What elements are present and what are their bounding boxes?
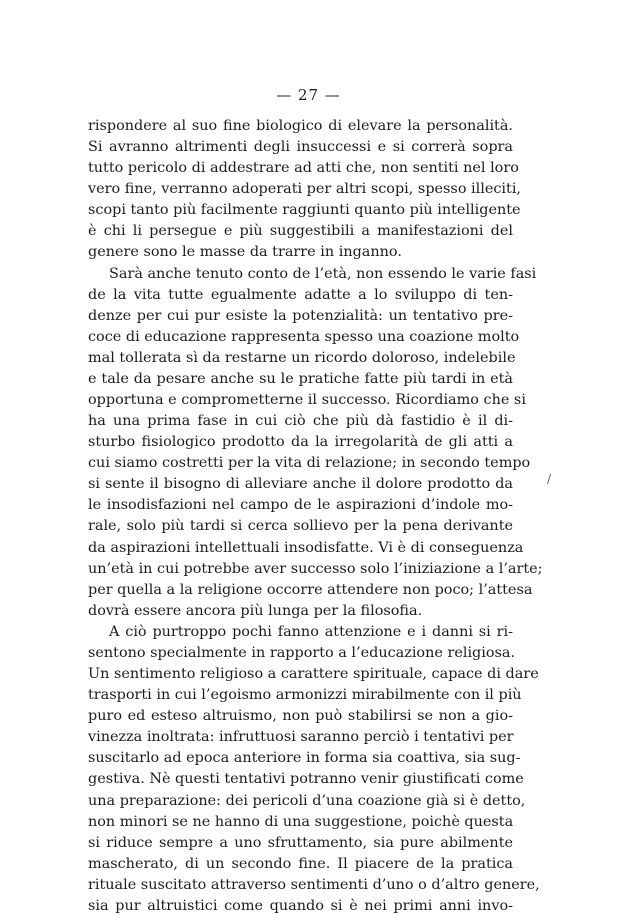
text-line: de la vita tutte egualmente adatte a lo sviluppo di ten-: [88, 286, 513, 303]
text-line: rituale suscitato attraverso sentimenti d’uno o d’altro genere,: [88, 876, 540, 893]
text-line: dovrà essere ancora più lunga per la filosofia.: [88, 602, 423, 619]
text-line: è chi li persegue e più suggestibili a manifestazioni del: [88, 223, 513, 240]
text-line: ha una prima fase in cui ciò che più dà fastidio è il di-: [88, 413, 513, 430]
text-line: vero fine, verranno adoperati per altri scopi, spesso illeciti,: [88, 181, 521, 198]
text-line: mascherato, di un secondo fine. Il piacere de la pratica: [88, 855, 513, 872]
text-line: non minori se ne hanno di una suggestione, poichè questa: [88, 813, 514, 830]
text-line: scopi tanto più facilmente raggiunti quanto più intelligente: [88, 202, 521, 219]
text-line: coce di educazione rappresenta spesso una coazione molto: [88, 328, 520, 345]
text-line: si riduce sempre a uno sfruttamento, sia pure abilmente: [88, 834, 513, 851]
text-line: una preparazione: dei pericoli d’una coazione già si è detto,: [88, 792, 526, 809]
text-line: si sente il bisogno di alleviare anche il dolore prodotto da: [88, 476, 513, 493]
text-line: sia pur altruistici come quando si è nei primi anni invo-: [88, 897, 513, 914]
text-line: cui siamo costretti per la vita di relazione; in secondo tempo: [88, 455, 531, 472]
text-line: tutto pericolo di addestrare ad atti che, non sentiti nel loro: [88, 160, 519, 177]
text-line: A ciò purtroppo pochi fanno attenzione e i danni si ri-: [109, 623, 513, 640]
text-line: Un sentimento religioso a carattere spirituale, capace di dare: [88, 666, 539, 683]
text-line: sentono specialmente in rapporto a l’educazione religiosa.: [88, 644, 516, 661]
text-line: opportuna e comprometterne il successo. Ricordiamo che si: [88, 392, 526, 409]
text-line: per quella a la religione occorre attendere non poco; l’attesa: [88, 581, 533, 598]
text-line: sturbo fisiologico prodotto da la irregolarità de gli atti a: [88, 434, 513, 451]
text-line: le insodisfazioni nel campo de le aspirazioni d’indole mo-: [88, 497, 513, 514]
text-line: un’età in cui potrebbe aver successo solo l’iniziazione a l’arte;: [88, 560, 543, 577]
text-line: trasporti in cui l’egoismo armonizzi mirabilmente con il più: [88, 687, 522, 704]
text-line: e tale da pesare anche su le pratiche fatte più tardi in età: [88, 370, 513, 387]
text-line: puro ed esteso altruismo, non può stabilirsi se non a gio-: [88, 708, 513, 725]
text-line: suscitarlo ad epoca anteriore in forma sia coattiva, sia sug-: [88, 750, 521, 767]
text-line: da aspirazioni intellettuali insodisfatte. Vi è di conseguenza: [88, 539, 524, 556]
text-line: rale, solo più tardi si cerca sollievo per la pena derivante: [88, 518, 513, 535]
text-line: genere sono le masse da trarre in inganno.: [88, 244, 402, 261]
text-line: denze per cui pur esiste la potenzialità: un tentativo pre-: [88, 307, 513, 324]
body-text: [88, 116, 543, 917]
text-line: Si avranno altrimenti degli insuccessi e si correrà sopra: [88, 139, 513, 156]
text-line: vinezza inoltrata: infruttuosi saranno perciò i tentativi per: [88, 729, 514, 746]
text-line: rispondere al suo fine biologico di elevare la personalità.: [88, 118, 513, 134]
text-line: gestiva. Nè questi tentativi potranno venir giustificati come: [88, 771, 524, 788]
page-number: — 27 —: [276, 86, 341, 104]
text-line: Sarà anche tenuto conto de l’età, non essendo le varie fasi: [109, 265, 537, 282]
margin-mark: /: [547, 472, 552, 486]
text-line: mal tollerata sì da restarne un ricordo doloroso, indelebile: [88, 349, 516, 366]
